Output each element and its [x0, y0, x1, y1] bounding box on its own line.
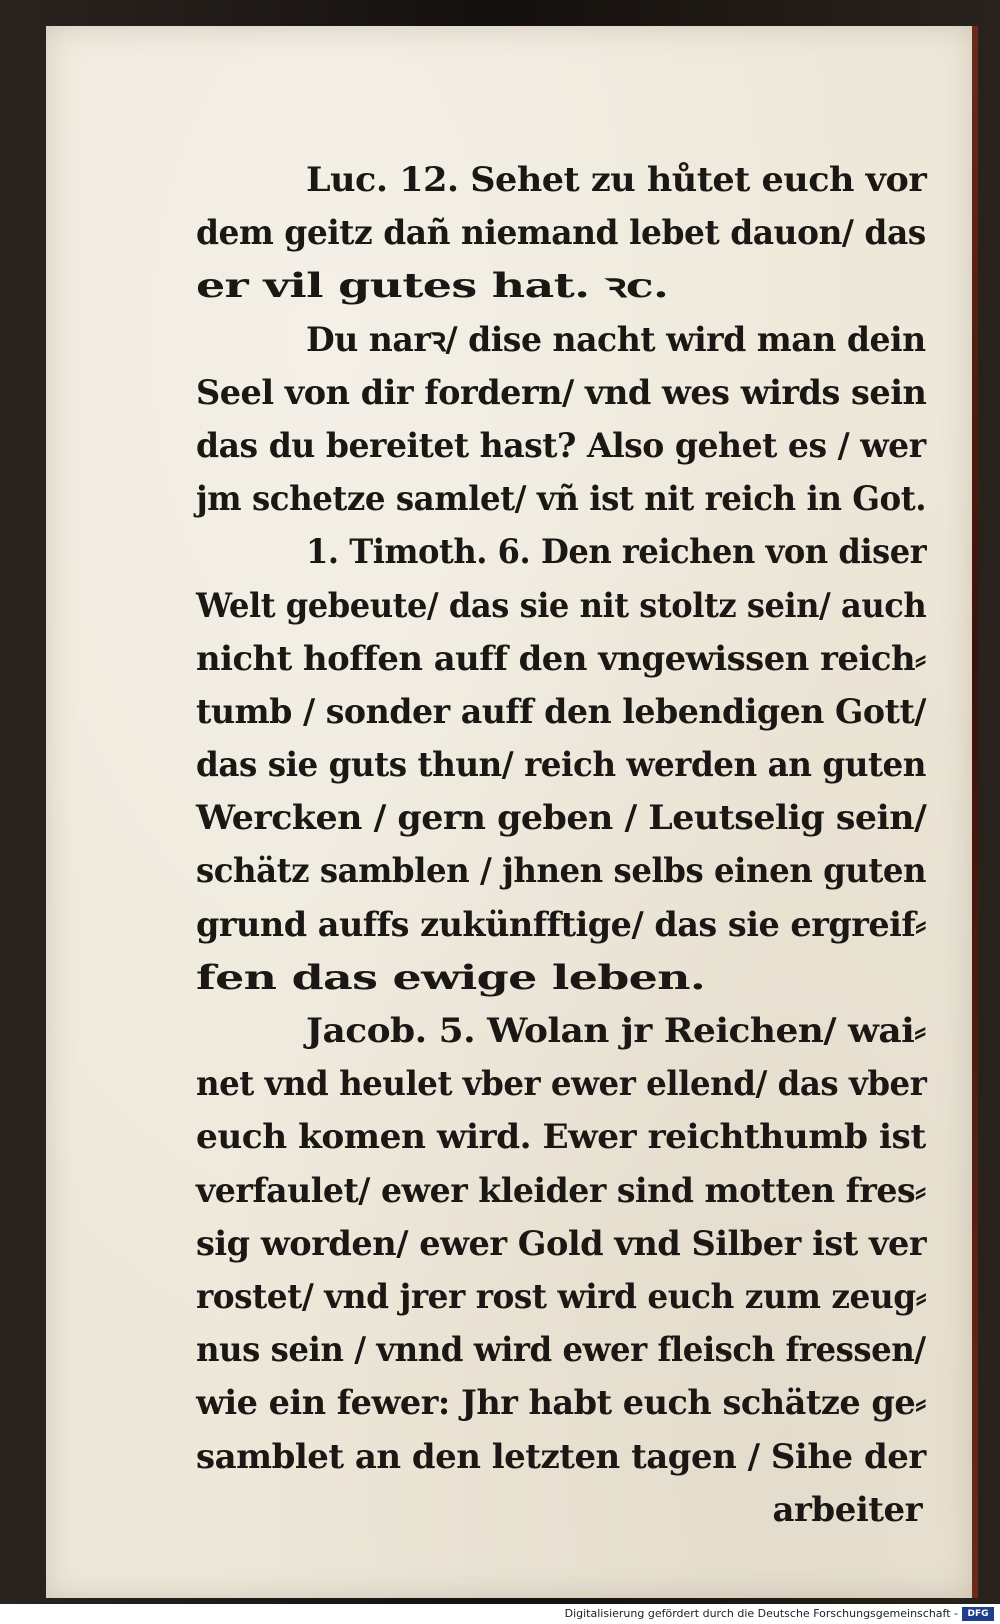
text-line: dem geitz dañ niemand lebet dauon/ das — [196, 213, 926, 254]
text-line: Jacob. 5. Wolan jr Reichen/ wai⸗ — [306, 1011, 926, 1051]
text-line: euch komen wird. Ewer reichthumb ist — [196, 1117, 926, 1158]
text-line: er vil gutes hat. ꝛc. — [196, 266, 669, 307]
text-line: sig worden/ ewer Gold vnd Silber ist ver — [196, 1223, 927, 1264]
text-line: samblet an den letzten tagen / Sihe der — [196, 1436, 926, 1477]
text-line: fen das ewige leben. — [196, 957, 706, 998]
text-line: schätz samblen / jhnen selbs einen guten — [196, 851, 927, 892]
text-line: wie ein fewer: Jhr habt euch schätze ge⸗ — [196, 1383, 926, 1424]
funding-credit: Digitalisierung gefördert durch die Deutsche Forschungsgemeinschaft - — [564, 1607, 958, 1620]
text-line: nicht hoffen auff den vngewissen reich⸗ — [196, 638, 926, 679]
book-page — [46, 26, 978, 1598]
text-line: rostet/ vnd jrer rost wird euch zum zeug⸗ — [196, 1276, 927, 1317]
text-line: das sie guts thun/ reich werden an guten — [196, 745, 927, 786]
page-text — [196, 154, 926, 1537]
text-line: jm schetze samlet/ vñ ist nit reich in Got. — [196, 479, 927, 520]
text-line: net vnd heulet vber ewer ellend/ das vber — [196, 1064, 927, 1105]
text-line: Du narꝛ/ dise nacht wird man dein — [306, 319, 926, 360]
text-line: verfaulet/ ewer kleider sind motten fres⸗ — [196, 1170, 926, 1211]
text-line: tumb / sonder auff den lebendigen Gott/ — [196, 691, 926, 732]
text-line: Seel von dir fordern/ vnd wes wirds sein — [196, 372, 927, 413]
catchword: arbeiter — [772, 1489, 922, 1530]
text-line: Welt gebeute/ das sie nit stoltz sein/ auch — [196, 585, 927, 626]
text-line: Luc. 12. Sehet zu hůtet euch vor — [306, 160, 927, 200]
text-line: Wercken / gern geben / Leutselig sein/ — [196, 798, 927, 839]
dfg-logo-icon: DFG — [962, 1607, 994, 1621]
text-line: das du bereitet hast? Also gehet es / wer — [196, 425, 926, 466]
text-line: grund auffs zukünfftige/ das sie ergreif⸗ — [196, 904, 926, 945]
text-line: nus sein / vnnd wird ewer fleisch fressen/ — [196, 1330, 926, 1371]
text-line: 1. Timoth. 6. Den reichen von diser — [306, 532, 927, 573]
digitization-footer — [0, 1604, 1000, 1624]
